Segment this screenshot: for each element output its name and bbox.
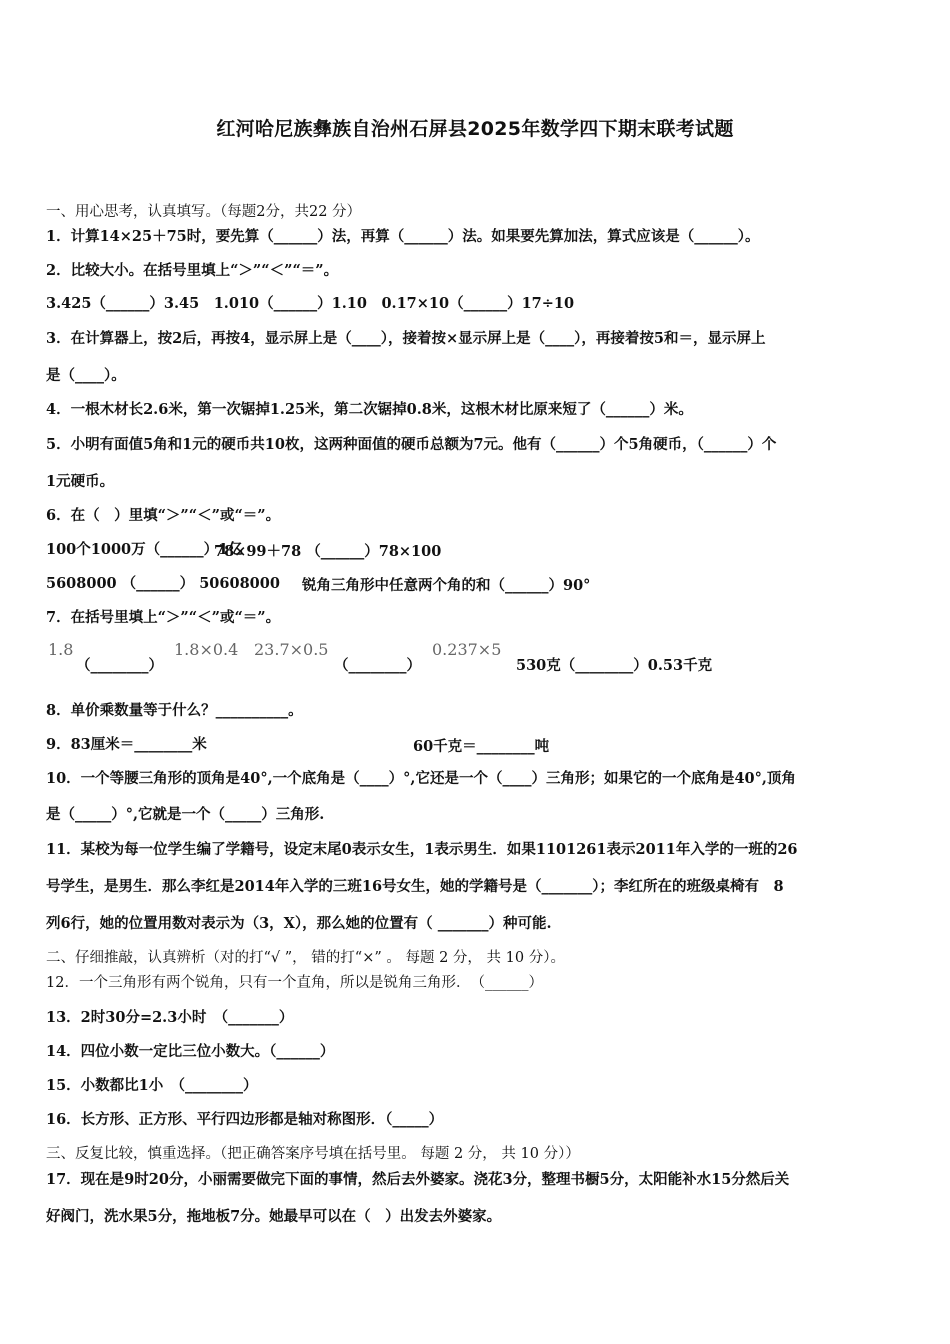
- question-11-line-1: 11．某校为每一位学生编了学籍号，设定末尾0表示女生，1表示男生．如果1101261表示2011年入学的一班的26: [46, 841, 798, 858]
- question-16: 16．长方形、正方形、平行四边形都是轴对称图形．（_____）: [46, 1111, 444, 1128]
- question-14: 14．四位小数一定比三位小数大。（______）: [46, 1043, 335, 1060]
- question-3-line-2: 是（____）。: [46, 367, 126, 384]
- question-9-part-1: 9．83厘米＝________米: [46, 736, 207, 753]
- question-6-item-1: 100个1000万（______）1亿: [46, 541, 243, 558]
- question-1: 1．计算14×25＋75时，要先算（______）法，再算（______）法。如果要先算加法，算式应该是（______）。: [46, 228, 760, 245]
- question-10-line-1: 10．一个等腰三角形的顶角是40°,一个底角是（____）°,它还是一个（____）三角形；如果它的一个底角是40°,顶角: [46, 770, 796, 787]
- question-6-item-3: 5608000 （______） 50608000: [46, 575, 280, 592]
- section-heading-3: 三、反复比较，慎重选择。（把正确答案序号填在括号里。 每题 2 分， 共 10 分））: [46, 1146, 580, 1162]
- question-15: 15．小数都比1小 （________）: [46, 1077, 258, 1094]
- question-2-items: 3.425（______）3.45 1.010（______）1.10 0.17×10（______）17÷10: [46, 295, 575, 312]
- question-3-line-1: 3．在计算器上，按2后，再按4，显示屏上是（____），接着按×显示屏上是（____），再接着按5和＝，显示屏上: [46, 330, 766, 347]
- question-12: 12．一个三角形有两个锐角，只有一个直角，所以是锐角三角形． （______）: [46, 975, 543, 991]
- question-5-line-2: 1元硬币。: [46, 473, 115, 490]
- question-13: 13．2时30分=2.3小时 （_______）: [46, 1009, 294, 1026]
- question-7-item-3: 530克（________）0.53千克: [516, 657, 713, 674]
- question-7-expr-4: 0.237×5: [432, 640, 502, 659]
- page-title: 红河哈尼族彝族自治州石屏县2025年数学四下期末联考试题: [216, 118, 734, 140]
- question-11-line-2: 号学生，是男生．那么李红是2014年入学的三班16号女生，她的学籍号是（_______）；李红所在的班级桌椅有 8: [46, 878, 784, 895]
- question-6-item-4: 锐角三角形中任意两个角的和（______）90°: [302, 577, 591, 594]
- question-7-expr-3: 23.7×0.5: [254, 640, 329, 659]
- question-7-blank-2: （________）: [334, 657, 421, 674]
- question-6: 6．在（ ）里填“＞”“＜”或“＝”。: [46, 507, 281, 524]
- question-8: 8．单价乘数量等于什么？__________。: [46, 702, 303, 719]
- question-9-part-2: 60千克＝________吨: [413, 738, 550, 755]
- section-heading-2: 二、仔细推敲，认真辨析（对的打“√ ”， 错的打“×” 。 每题 2 分， 共 10 分）。: [46, 950, 565, 966]
- question-10-line-2: 是（_____）°,它就是一个（_____）三角形.: [46, 806, 325, 823]
- question-17-line-2: 好阀门，洗水果5分，拖地板7分。她最早可以在（ ）出发去外婆家。: [46, 1208, 502, 1225]
- question-4: 4．一根木材长2.6米，第一次锯掉1.25米，第二次锯掉0.8米，这根木材比原来短了（______）米。: [46, 401, 693, 418]
- question-7-blank-1: （________）: [76, 657, 163, 674]
- question-6-item-2: 78×99＋78 （______）78×100: [214, 543, 442, 560]
- question-7: 7．在括号里填上“＞”“＜”或“＝”。: [46, 609, 281, 626]
- question-11-line-3: 列6行，她的位置用数对表示为（3，X），那么她的位置有（ _______）种可能.: [46, 915, 552, 932]
- question-2: 2．比较大小。在括号里填上“＞”“＜”“＝”。: [46, 262, 339, 279]
- question-5-line-1: 5．小明有面值5角和1元的硬币共10枚，这两种面值的硬币总额为7元。他有（______）个5角硬币，（______）个: [46, 436, 777, 453]
- question-7-expr-2: 1.8×0.4: [174, 640, 239, 659]
- question-17-line-1: 17．现在是9时20分，小丽需要做完下面的事情，然后去外婆家。浇花3分，整理书橱5分，太阳能补水15分然后关: [46, 1171, 790, 1188]
- section-heading-1: 一、用心思考，认真填写。（每题2分，共22 分）: [46, 204, 362, 220]
- question-7-expr-1: 1.8: [48, 640, 74, 659]
